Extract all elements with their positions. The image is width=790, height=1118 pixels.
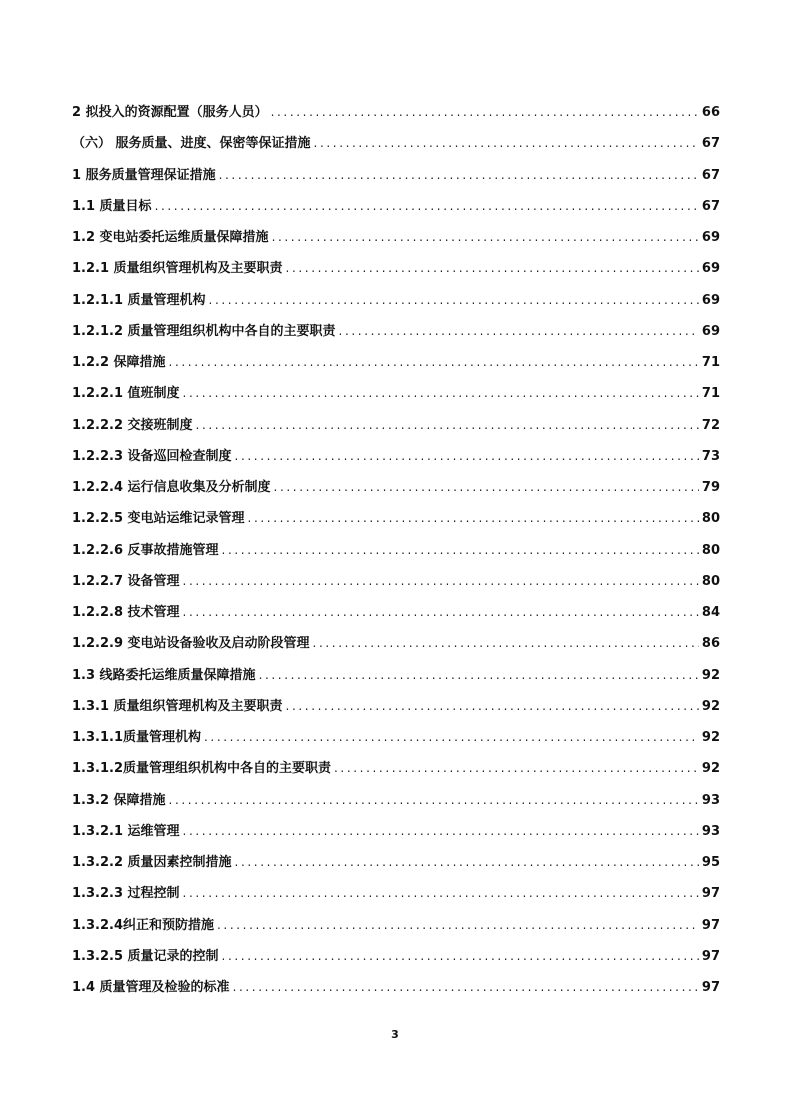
dot-leader xyxy=(183,601,699,623)
toc-entry[interactable] xyxy=(72,414,720,445)
toc-entry-title: 1.3.2 保障措施 xyxy=(72,792,166,808)
toc-entry-title: 1.3.2.4纠正和预防措施 xyxy=(72,917,214,933)
toc-entry-title: 1.2.2.2 交接班制度 xyxy=(72,417,193,433)
dot-leader xyxy=(204,726,699,748)
page-number: 3 xyxy=(391,1028,399,1041)
toc-entry-title: 1.2 变电站委托运维质量保障措施 xyxy=(72,230,269,245)
toc-entry-title: 1.3.1.1质量管理机构 xyxy=(72,730,201,745)
toc-entry[interactable] xyxy=(72,132,720,163)
dot-leader xyxy=(314,132,699,154)
toc-entry-page: 84 xyxy=(701,605,720,620)
toc-entry-page: 97 xyxy=(701,980,720,995)
toc-entry[interactable] xyxy=(72,695,720,726)
toc-entry[interactable] xyxy=(72,757,720,788)
dot-leader xyxy=(183,570,699,592)
dot-leader xyxy=(196,414,699,436)
toc-entry[interactable] xyxy=(72,507,720,538)
toc-entry-page: 93 xyxy=(701,823,720,839)
toc-entry-title: 1.3 线路委托运维质量保障措施 xyxy=(72,667,256,683)
toc-entry[interactable] xyxy=(72,539,720,570)
toc-entry-page: 71 xyxy=(701,386,720,402)
dot-leader xyxy=(272,226,699,248)
dot-leader xyxy=(169,351,699,373)
toc-entry[interactable] xyxy=(72,257,720,288)
toc-entry[interactable] xyxy=(72,351,720,382)
toc-entry-page: 69 xyxy=(701,230,720,245)
toc-entry-page: 80 xyxy=(701,573,720,589)
toc-entry-title: 1.3.1.2质量管理组织机构中各自的主要职责 xyxy=(72,761,331,777)
dot-leader xyxy=(219,164,699,186)
toc-entry-page: 97 xyxy=(701,886,720,902)
toc-entry-title: 1.3.2.3 过程控制 xyxy=(72,886,180,902)
toc-entry-title: 1.2.2.8 技术管理 xyxy=(72,605,180,620)
toc-entry-title: 1.2.2.3 设备巡回检查制度 xyxy=(72,448,232,464)
dot-leader xyxy=(183,820,699,842)
toc-entry-page: 69 xyxy=(701,323,720,339)
toc-entry-title: 1.2.2.1 值班制度 xyxy=(72,386,180,402)
toc-entry-title: 1.1 质量目标 xyxy=(72,198,152,214)
toc-entry-page: 92 xyxy=(701,698,720,714)
toc-entry-title: 1.3.1 质量组织管理机构及主要职责 xyxy=(72,698,283,714)
toc-entry-page: 93 xyxy=(701,792,720,808)
dot-leader xyxy=(259,664,699,686)
toc-entry-title: 1 服务质量管理保证措施 xyxy=(72,167,216,183)
toc-entry[interactable] xyxy=(72,570,720,601)
toc-entry-title: 1.3.2.2 质量因素控制措施 xyxy=(72,855,232,870)
toc-entry-page: 92 xyxy=(701,730,720,745)
toc-entry-title: 1.4 质量管理及检验的标准 xyxy=(72,980,230,995)
table-of-contents xyxy=(72,101,720,1007)
toc-entry[interactable] xyxy=(72,820,720,851)
toc-entry-title: （六） 服务质量、进度、保密等保证措施 xyxy=(72,136,311,152)
dot-leader xyxy=(209,289,699,311)
dot-leader xyxy=(274,476,699,498)
toc-entry-page: 67 xyxy=(701,198,720,214)
toc-entry-page: 95 xyxy=(701,855,720,870)
toc-entry-title: 1.2.1.1 质量管理机构 xyxy=(72,292,206,308)
dot-leader xyxy=(235,851,699,873)
toc-entry-page: 80 xyxy=(701,511,720,527)
dot-leader xyxy=(286,695,699,717)
toc-entry-page: 69 xyxy=(701,261,720,277)
toc-entry-page: 92 xyxy=(701,667,720,683)
toc-entry-page: 97 xyxy=(701,917,720,933)
toc-entry[interactable] xyxy=(72,726,720,757)
toc-entry[interactable] xyxy=(72,851,720,882)
toc-entry-page: 66 xyxy=(701,105,720,120)
toc-entry[interactable] xyxy=(72,914,720,945)
toc-entry-title: 1.2.2 保障措施 xyxy=(72,355,166,370)
dot-leader xyxy=(271,101,699,123)
toc-entry-page: 73 xyxy=(701,448,720,464)
toc-entry-title: 1.3.2.1 运维管理 xyxy=(72,823,180,839)
toc-entry-page: 67 xyxy=(701,167,720,183)
toc-entry[interactable] xyxy=(72,445,720,476)
dot-leader xyxy=(233,976,699,998)
toc-entry[interactable] xyxy=(72,101,720,132)
dot-leader xyxy=(169,789,699,811)
dot-leader xyxy=(183,382,699,404)
dot-leader xyxy=(313,632,699,654)
dot-leader xyxy=(339,320,699,342)
dot-leader xyxy=(248,507,699,529)
toc-entry-page: 86 xyxy=(701,636,720,652)
toc-entry-page: 71 xyxy=(701,355,720,370)
toc-entry-title: 1.3.2.5 质量记录的控制 xyxy=(72,948,219,964)
toc-entry-title: 1.2.2.4 运行信息收集及分析制度 xyxy=(72,480,271,495)
toc-entry-page: 69 xyxy=(701,292,720,308)
toc-entry-page: 67 xyxy=(701,136,720,152)
dot-leader xyxy=(217,914,699,936)
toc-entry-title: 1.2.2.5 变电站运维记录管理 xyxy=(72,511,245,527)
dot-leader xyxy=(235,445,699,467)
toc-entry[interactable] xyxy=(72,195,720,226)
toc-entry-title: 1.2.2.9 变电站设备验收及启动阶段管理 xyxy=(72,636,310,652)
toc-entry-page: 80 xyxy=(701,542,720,558)
toc-entry[interactable] xyxy=(72,164,720,195)
toc-entry[interactable] xyxy=(72,882,720,913)
toc-entry-title: 2 拟投入的资源配置（服务人员） xyxy=(72,105,268,120)
toc-entry-page: 97 xyxy=(701,948,720,964)
toc-entry-title: 1.2.2.6 反事故措施管理 xyxy=(72,542,219,558)
toc-entry[interactable] xyxy=(72,789,720,820)
toc-entry[interactable] xyxy=(72,382,720,413)
dot-leader xyxy=(286,257,699,279)
toc-entry-title: 1.2.1.2 质量管理组织机构中各自的主要职责 xyxy=(72,323,336,339)
toc-entry[interactable] xyxy=(72,476,720,507)
toc-entry[interactable] xyxy=(72,976,720,1007)
toc-entry-title: 1.2.1 质量组织管理机构及主要职责 xyxy=(72,261,283,277)
dot-leader xyxy=(334,757,699,779)
dot-leader xyxy=(183,882,699,904)
toc-entry[interactable] xyxy=(72,632,720,663)
toc-entry-page: 79 xyxy=(701,480,720,495)
toc-entry[interactable] xyxy=(72,226,720,257)
toc-entry[interactable] xyxy=(72,601,720,632)
toc-entry[interactable] xyxy=(72,289,720,320)
toc-entry[interactable] xyxy=(72,320,720,351)
toc-entry[interactable] xyxy=(72,664,720,695)
toc-entry-page: 72 xyxy=(701,417,720,433)
toc-entry-page: 92 xyxy=(701,761,720,777)
dot-leader xyxy=(222,945,699,967)
toc-entry[interactable] xyxy=(72,945,720,976)
toc-entry-title: 1.2.2.7 设备管理 xyxy=(72,573,180,589)
dot-leader xyxy=(155,195,699,217)
dot-leader xyxy=(222,539,699,561)
